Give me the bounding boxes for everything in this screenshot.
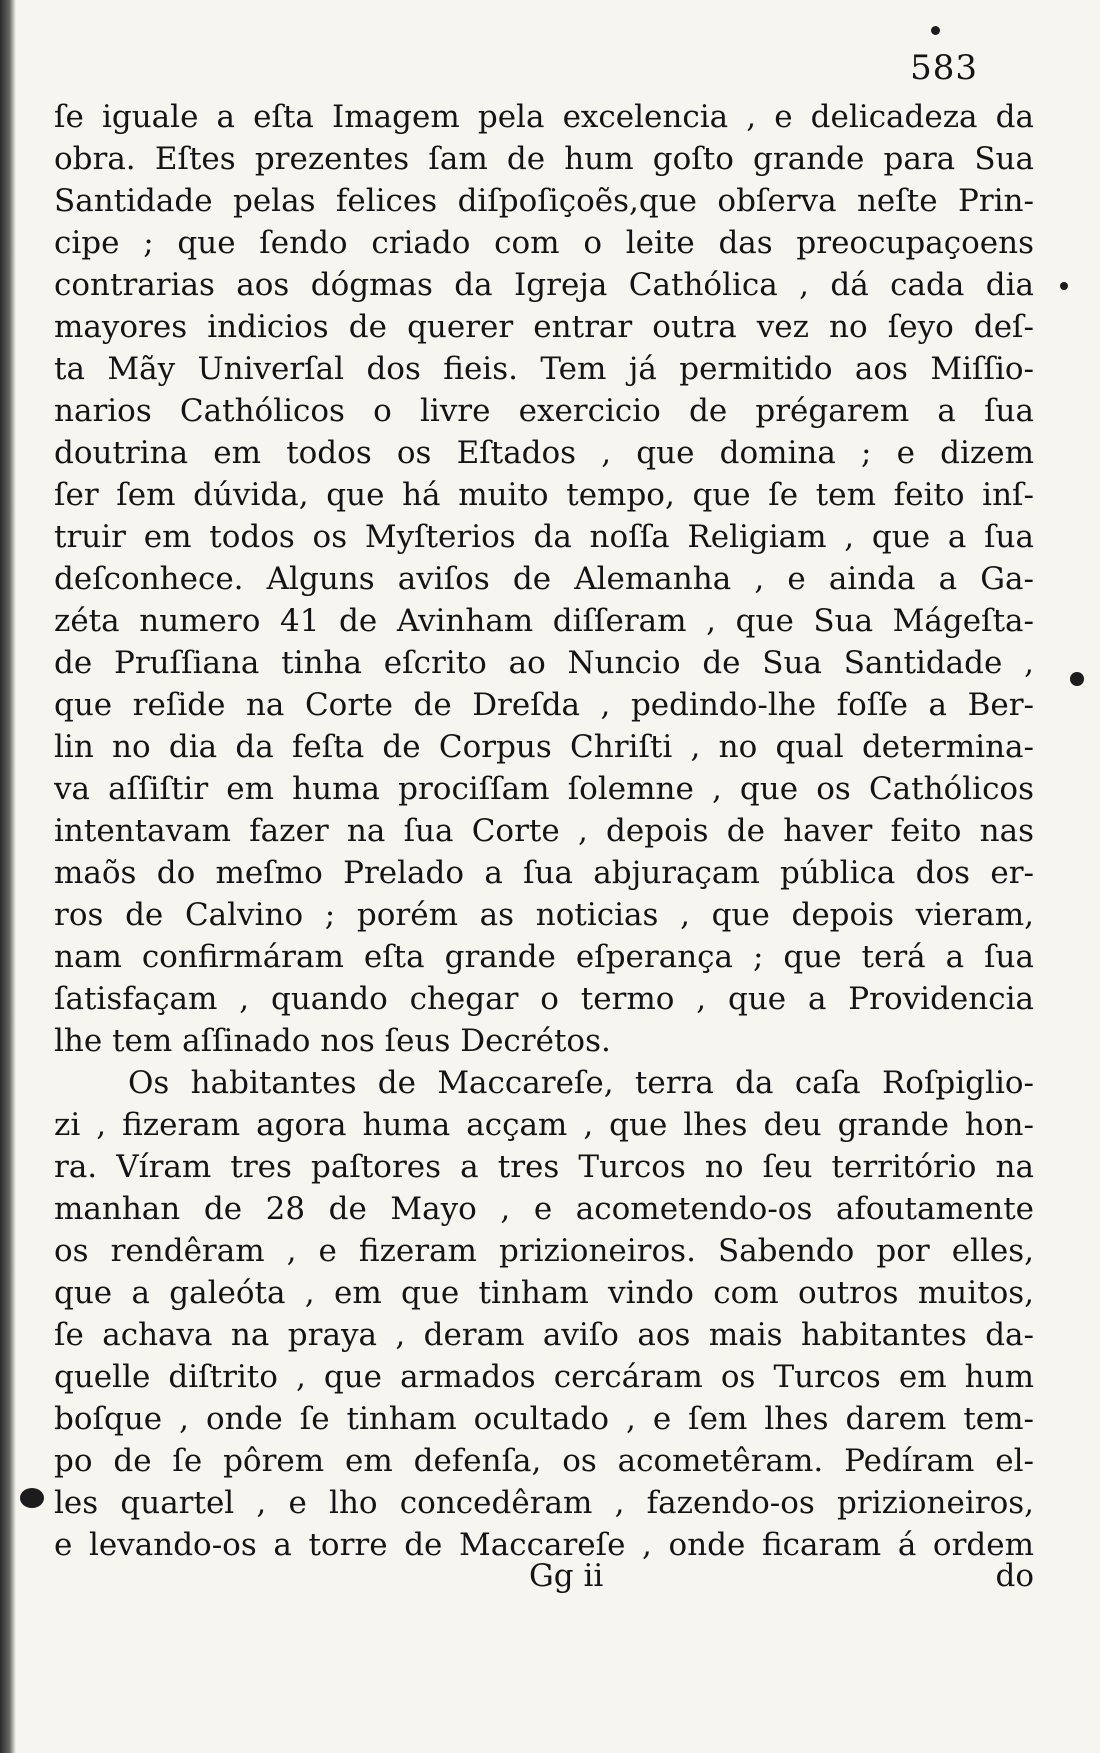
text-line: ſer ſem dúvida, que há muito tempo, que ſe tem feito inſ- [54,477,1034,513]
ink-spot [1070,672,1084,686]
text-line: obra. Eſtes prezentes ſam de hum goſto grande para Sua [54,141,1034,177]
text-line: que reſide na Corte de Dreſda , pedindo-lhe foſſe a Ber- [54,687,1034,723]
page-footer [54,1558,1034,1600]
text-line: les quartel , e lho concedêram , fazendo-os prizioneiros, [54,1485,1034,1521]
text-line: va aſſiſtir em huma prociſſam ſolemne , que os Cathólicos [54,771,1034,807]
text-line: ſatisfaçam , quando chegar o termo , que a Providencia [54,981,1034,1017]
signature-mark: Gg ii [529,1558,604,1594]
text-line: os rendêram , e fizeram prizioneiros. Sabendo por elles, [54,1233,1034,1269]
text-line: que a galeóta , em que tinham vindo com outros muitos, [54,1275,1034,1311]
text-line: lin no dia da feſta de Corpus Chriſti , no qual determina- [54,729,1034,765]
text-line: intentavam fazer na ſua Corte , depois de haver feito nas [54,813,1034,849]
text-line: contrarias aos dógmas da Igreja Cathólica , dá cada dia [54,267,1034,303]
ink-spot [931,26,940,35]
text-line: maõs do meſmo Prelado a ſua abjuraçam pública dos er- [54,855,1034,891]
text-line: lhe tem aſſinado nos ſeus Decrétos. [54,1023,611,1059]
text-line: narios Cathólicos o livre exercicio de prégarem a ſua [54,393,1034,429]
text-line: Santidade pelas felices diſpoſiçoẽs,que obſerva neſte Prin- [54,183,1034,219]
text-line: doutrina em todos os Eſtados , que domina ; e dizem [54,435,1034,471]
text-line: boſque , onde ſe tinham ocultado , e ſem lhes darem tem- [54,1401,1034,1437]
text-line: ros de Calvino ; porém as noticias , que depois vieram, [54,897,1034,933]
text-line: quelle diſtrito , que armados cercáram os Turcos em hum [54,1359,1034,1395]
text-line: truir em todos os Myſterios da noſſa Religiam , que a ſua [54,519,1034,555]
ink-spot [20,1488,44,1508]
body-text [54,96,1034,1566]
text-line: deſconhece. Alguns aviſos de Alemanha , e ainda a Ga- [54,561,1034,597]
text-line: Os habitantes de Maccareſe, terra da caſa Roſpiglio- [128,1065,1034,1101]
page-binding-edge [0,0,16,1753]
text-line: manhan de 28 de Mayo , e acometendo-os afoutamente [54,1191,1034,1227]
text-line: e levando-os a torre de Maccareſe , onde ficaram á ordem [54,1527,1034,1563]
text-line: po de ſe pôrem em defenſa, os acometêram. Pedíram el- [54,1443,1034,1479]
ink-spot [1060,282,1068,290]
text-line: de Pruſſiana tinha eſcrito ao Nuncio de Sua Santidade , [54,645,1034,681]
text-line: ra. Víram tres paſtores a tres Turcos no ſeu território na [54,1149,1034,1185]
text-line: cipe ; que ſendo criado com o leite das preocupaçoens [54,225,1034,261]
text-line: zéta numero 41 de Avinham diſſeram , que Sua Mágeſta- [54,603,1034,639]
page-number: 583 [910,48,978,88]
text-line: ſe achava na praya , deram aviſo aos mais habitantes da- [54,1317,1034,1353]
text-line: zi , fizeram agora huma acçam , que lhes deu grande hon- [54,1107,1034,1143]
text-line: mayores indicios de querer entrar outra vez no ſeyo deſ- [54,309,1034,345]
text-line: ta Mãy Univerſal dos fieis. Tem já permitido aos Miſſio- [54,351,1034,387]
catchword: do [995,1558,1034,1594]
text-line: ſe iguale a eſta Imagem pela excelencia , e delicadeza da [54,99,1034,135]
text-line: nam confirmáram eſta grande eſperança ; que terá a ſua [54,939,1034,975]
